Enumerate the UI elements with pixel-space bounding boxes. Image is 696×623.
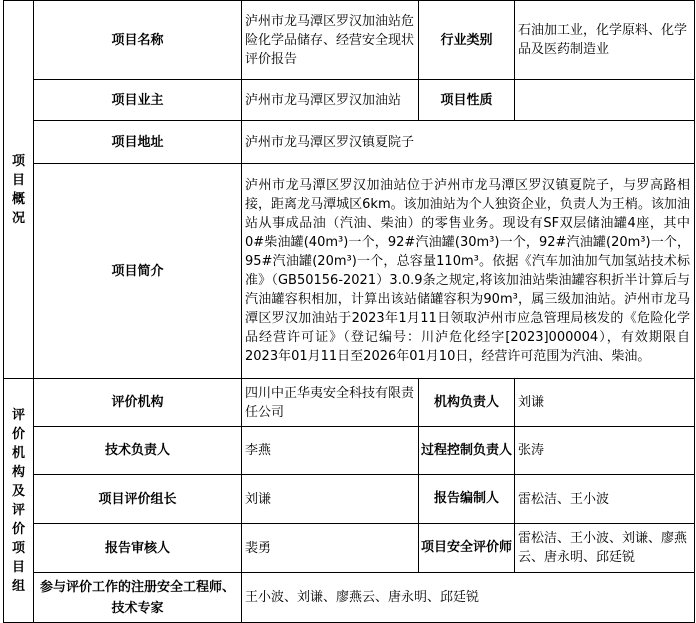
row-owner [4,80,695,121]
row-address [4,121,695,164]
row-org [4,379,695,427]
process-label: 过程控制负责人 [419,427,515,475]
row-project-name [4,1,695,80]
tech-value: 李燕 [242,427,419,475]
org-value: 四川中正华夷安全科技有限责任公司 [242,379,419,427]
section-char: 目 [11,172,25,188]
row-tech [4,427,695,475]
tech-label: 技术负责人 [34,427,242,475]
section-char: 目 [11,559,25,575]
section-char: 机 [11,445,25,461]
section-char: 况 [11,210,25,226]
section-char: 及 [11,483,25,499]
section-char: 构 [11,464,25,480]
project-name-label: 项目名称 [34,1,242,80]
section-char: 项 [11,153,25,169]
reviewer-value: 裴勇 [242,524,419,573]
industry-value: 石油加工业，化学原料、化学品及医药制造业 [515,1,695,80]
section-char: 组 [11,578,25,594]
reviewer-label: 报告审核人 [34,524,242,573]
nature-value [515,80,695,121]
row-experts [4,573,695,623]
section-project-overview [4,1,34,379]
experts-value: 王小波、刘谦、廖燕云、唐永明、邱廷锐 [242,573,695,623]
report-author-label: 报告编制人 [419,475,515,524]
leader-label: 项目评价组长 [34,475,242,524]
owner-label: 项目业主 [34,80,242,121]
process-value: 张涛 [515,427,695,475]
industry-label: 行业类别 [419,1,515,80]
project-name-value: 泸州市龙马潭区罗汉加油站危险化学品储存、经营安全现状评价报告 [242,1,419,80]
section-char: 价 [11,521,25,537]
section-char: 评 [11,407,25,423]
section-char: 项 [11,540,25,556]
experts-label: 参与评价工作的注册安全工程师、技术专家 [34,573,242,623]
intro-value: 泸州市龙马潭区罗汉加油站位于泸州市龙马潭区罗汉镇夏院子，与罗高路相接，距离龙马潭城区6km。该加油站为个人独资企业，负责人为王梢。该加油站从事成品油（汽油、柴油）的零售业务。现设有SF双层储油罐4座，其中0#柴油罐(40m³)一个，92#汽油罐(30m³)一个，92#汽油罐(20m³)一个，95#汽油罐(20m³)一个，总容量110m³。依据《汽车加油加气加氢站技术标准》（GB50156-2021）3.0.9条之规定,将该加油站柴油罐容积折半计算后与汽油罐容积相加，计算出该站储罐容积为90m³，属三级加油站。泸州市龙马潭区罗汉加油站于2023年1月11日领取泸州市应急管理局核发的《危险化学品经营许可证》（登记编号：川泸危化经字[2023]000004），有效期限自2023年01月11日至2026年01月10日，经营许可范围为汽油、柴油。 [242,164,695,379]
section-char: 价 [11,426,25,442]
org-label: 评价机构 [34,379,242,427]
section-char: 概 [11,191,25,207]
evaluators-label: 项目安全评价师 [419,524,515,573]
org-head-label: 机构负责人 [419,379,515,427]
org-head-value: 刘谦 [515,379,695,427]
section-evaluation-org [4,379,34,623]
row-reviewer [4,524,695,573]
row-intro [4,164,695,379]
report-author-value: 雷松洁、王小波 [515,475,695,524]
row-leader [4,475,695,524]
address-value: 泸州市龙马潭区罗汉镇夏院子 [242,121,695,164]
leader-value: 刘谦 [242,475,419,524]
intro-label: 项目简介 [34,164,242,379]
section-char: 评 [11,502,25,518]
owner-value: 泸州市龙马潭区罗汉加油站 [242,80,419,121]
project-info-table [3,0,695,623]
address-label: 项目地址 [34,121,242,164]
evaluators-value: 雷松洁、王小波、刘谦、廖燕云、唐永明、邱廷锐 [515,524,695,573]
nature-label: 项目性质 [419,80,515,121]
